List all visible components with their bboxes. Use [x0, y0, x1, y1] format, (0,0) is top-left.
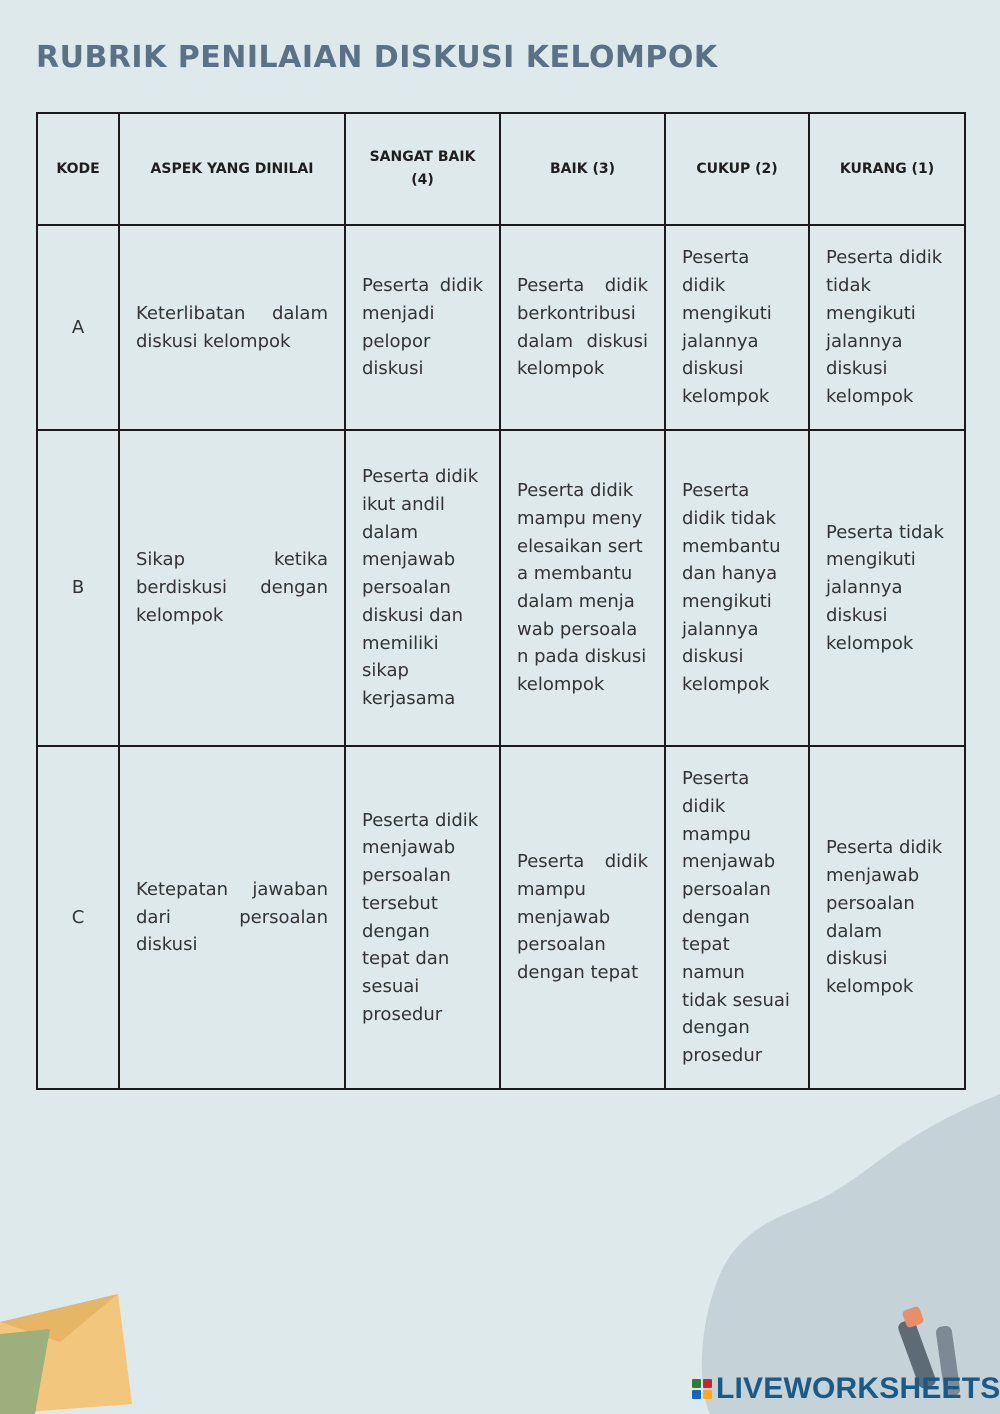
rubric-table	[36, 112, 966, 1090]
cukup-cell: Peserta didik mengikuti jalannya diskusi kelompok	[665, 225, 809, 430]
baik-cell: Peserta didik mampu menyelesaikan serta membantu dalam menjawab persoalan pada diskusi kelompok	[500, 430, 665, 746]
table-header-row	[37, 113, 965, 225]
header-sangat-baik: SANGAT BAIK (4)	[345, 113, 500, 225]
baik-cell: Peserta didik berkontribusi dalam diskusi kelompok	[500, 225, 665, 430]
brand-watermark	[692, 1372, 1000, 1406]
sangat-baik-cell: Peserta didik ikut andil dalam menjawab persoalan diskusi dan memiliki sikap kerjasama	[345, 430, 500, 746]
table-row	[37, 430, 965, 746]
page-title: RUBRIK PENILAIAN DISKUSI KELOMPOK	[36, 40, 718, 75]
decorative-blob	[700, 1094, 1000, 1414]
kurang-cell: Peserta didik tidak mengikuti jalannya diskusi kelompok	[809, 225, 965, 430]
kode-cell: B	[37, 430, 119, 746]
table-row	[37, 746, 965, 1089]
header-baik: BAIK (3)	[500, 113, 665, 225]
cukup-cell: Peserta didik tidak membantu dan hanya mengikuti jalannya diskusi kelompok	[665, 430, 809, 746]
header-kode: KODE	[37, 113, 119, 225]
sangat-baik-cell: Peserta didik menjawab persoalan tersebut dengan tepat dan sesuai prosedur	[345, 746, 500, 1089]
brand-name: LIVEWORKSHEETS	[716, 1372, 1000, 1405]
baik-cell: Peserta didik mampu menjawab persoalan dengan tepat	[500, 746, 665, 1089]
kurang-cell: Peserta didik menjawab persoalan dalam diskusi kelompok	[809, 746, 965, 1089]
kurang-cell: Peserta tidak mengikuti jalannya diskusi kelompok	[809, 430, 965, 746]
aspek-cell: Sikap ketika berdiskusi dengan kelompok	[119, 430, 345, 746]
sangat-baik-cell: Peserta didik menjadi pelopor diskusi	[345, 225, 500, 430]
brand-logo-icon	[692, 1379, 712, 1399]
cukup-cell: Peserta didik mampu menjawab persoalan dengan tepat namun tidak sesuai dengan prosedur	[665, 746, 809, 1089]
header-cukup: CUKUP (2)	[665, 113, 809, 225]
kode-cell: A	[37, 225, 119, 430]
kode-cell: C	[37, 746, 119, 1089]
aspek-cell: Ketepatan jawaban dari persoalan diskusi	[119, 746, 345, 1089]
header-aspek: ASPEK YANG DINILAI	[119, 113, 345, 225]
table-row	[37, 225, 965, 430]
header-kurang: KURANG (1)	[809, 113, 965, 225]
envelope-icon	[0, 1294, 140, 1414]
aspek-cell: Keterlibatan dalam diskusi kelompok	[119, 225, 345, 430]
